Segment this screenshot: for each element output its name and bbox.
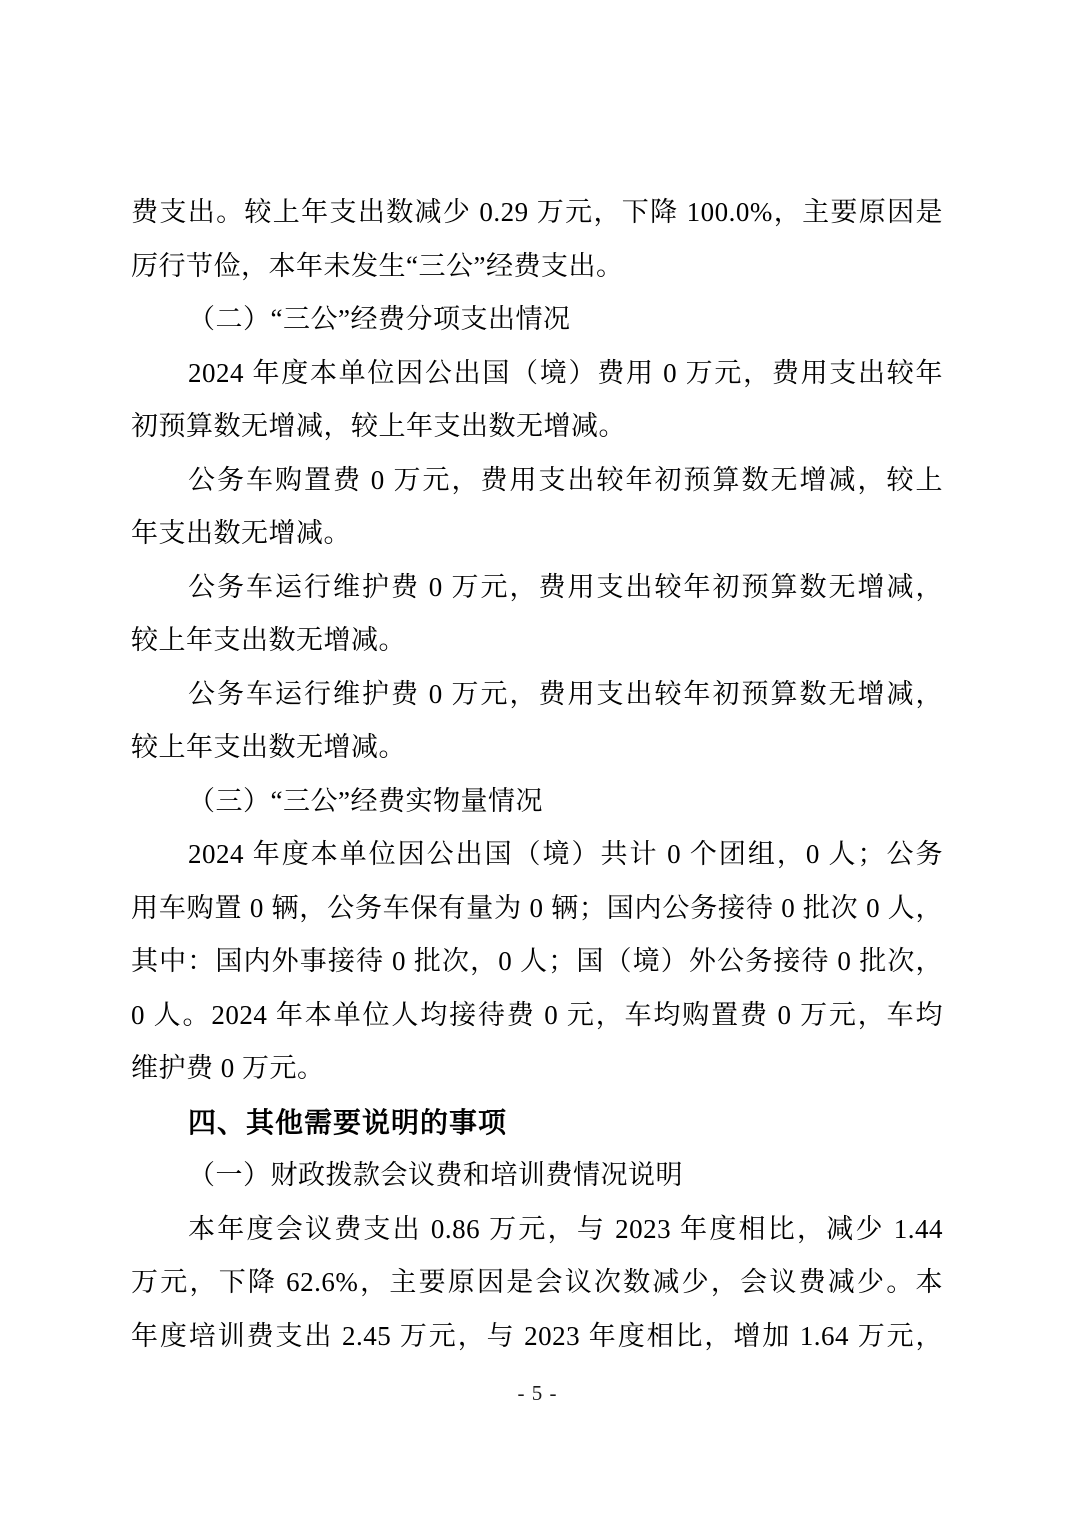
page-footer (0, 1381, 1075, 1406)
text-line: 本年度会议费支出 0.86 万元，与 2023 年度相比，减少 1.44 (188, 1213, 943, 1244)
text-line: 2024 年度本单位因公出国（境）费用 0 万元，费用支出较年 (188, 357, 943, 388)
text-line: 较上年支出数无增减。 (131, 732, 406, 762)
page-number-label: - 5 - (517, 1381, 558, 1405)
text-line: 万元，下降 62.6%，主要原因是会议次数减少，会议费减少。本 (131, 1267, 943, 1297)
text-line: 公务车运行维护费 0 万元，费用支出较年初预算数无增减， (188, 678, 943, 709)
text-line: 其中：国内外事接待 0 批次，0 人；国（境）外公务接待 0 批次， (131, 946, 943, 976)
text-line: 年支出数无增减。 (131, 518, 351, 548)
text-line: 维护费 0 万元。 (131, 1053, 325, 1083)
section-heading-4: 四、其他需要说明的事项 (188, 1106, 508, 1138)
report-body-text (131, 186, 943, 1363)
text-line: 较上年支出数无增减。 (131, 625, 406, 655)
text-line: 初预算数无增减，较上年支出数无增减。 (131, 411, 626, 441)
subsection-heading-3: （三）“三公”经费实物量情况 (188, 785, 543, 816)
text-line: 公务车运行维护费 0 万元，费用支出较年初预算数无增减， (188, 571, 943, 602)
text-line: 用车购置 0 辆，公务车保有量为 0 辆；国内公务接待 0 批次 0 人， (131, 892, 943, 923)
subsection-heading-1: （一）财政拨款会议费和培训费情况说明 (188, 1160, 683, 1190)
text-line: 年度培训费支出 2.45 万元，与 2023 年度相比，增加 1.64 万元， (131, 1320, 943, 1351)
text-line: 0 人。2024 年本单位人均接待费 0 元，车均购置费 0 万元，车均 (131, 999, 943, 1030)
subsection-heading-2: （二）“三公”经费分项支出情况 (188, 304, 571, 334)
text-line: 公务车购置费 0 万元，费用支出较年初预算数无增减，较上 (188, 464, 943, 495)
text-line: 费支出。较上年支出数减少 0.29 万元，下降 100.0%，主要原因是 (131, 197, 943, 227)
text-line: 厉行节俭，本年未发生“三公”经费支出。 (131, 250, 624, 281)
text-line: 2024 年度本单位因公出国（境）共计 0 个团组，0 人；公务 (188, 839, 943, 869)
